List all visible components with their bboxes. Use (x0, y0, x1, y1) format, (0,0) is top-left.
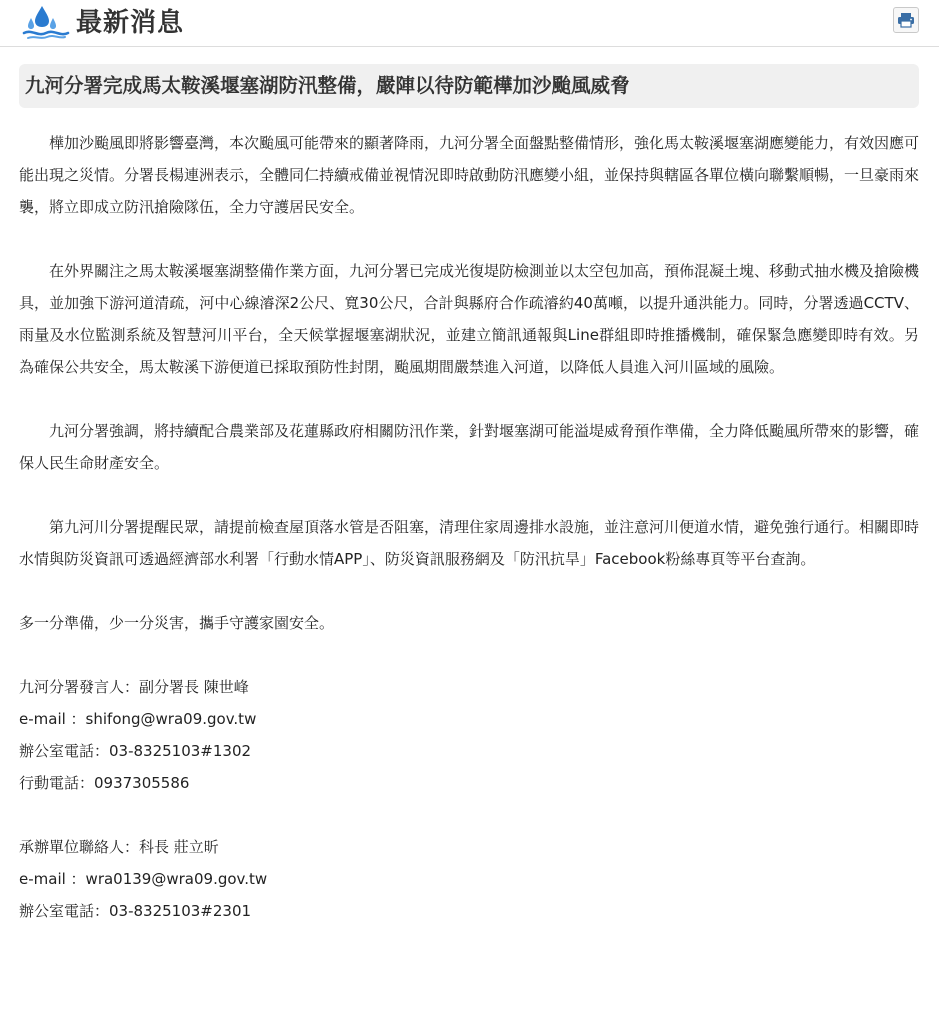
article-title-bar (19, 64, 919, 108)
contact-name: 承辦單位聯絡人：科長 莊立昕 (19, 838, 219, 856)
spacer (19, 799, 919, 831)
printer-icon (897, 12, 915, 28)
print-button[interactable] (893, 7, 919, 33)
article-paragraph: 樺加沙颱風即將影響臺灣，本次颱風可能帶來的顯著降雨，九河分署全面盤點整備情形，強化馬太鞍溪堰塞湖應變能力，有效因應可能出現之災情。分署長楊連洲表示，全體同仁持續戒備並視情況即時啟動防汛應變小組，並保持與轄區各單位橫向聯繫順暢，一旦豪雨來襲，將立即成立防汛搶險隊伍，全力守護居民安全。 (19, 134, 920, 216)
contact-info (19, 831, 919, 927)
spokesperson-office-phone: 辦公室電話：03-8325103#1302 (19, 742, 252, 760)
article-body (19, 127, 919, 927)
spokesperson-mobile-phone: 行動電話：0937305586 (19, 774, 190, 792)
article-paragraph: 九河分署強調，將持續配合農業部及花蓮縣政府相關防汛作業，針對堰塞湖可能溢堤威脅預作準備，全力降低颱風所帶來的影響，確保人民生命財產安全。 (19, 422, 920, 472)
spokesperson-name: 九河分署發言人：副分署長 陳世峰 (19, 678, 249, 696)
closing-slogan: 多一分準備，少一分災害，攜手守護家園安全。 (19, 614, 335, 632)
spacer (19, 639, 919, 671)
contact-office-phone: 辦公室電話：03-8325103#2301 (19, 902, 252, 920)
spokesperson-email: e-mail ：shifong@wra09.gov.tw (19, 710, 257, 728)
article-paragraph: 在外界關注之馬太鞍溪堰塞湖整備作業方面，九河分署已完成光復堤防檢測並以太空包加高，預佈混凝土塊、移動式抽水機及搶險機具，並加強下游河道清疏，河中心線濬深2公尺、寬30公尺，合計與縣府合作疏濬約40萬噸，以提升通洪能力。同時，分署透過CCTV、雨量及水位監測系統及智慧河川平台，全天候掌握堰塞湖狀況，並建立簡訊通報與Line群組即時推播機制，確保緊急應變即時有效。另為確保公共安全，馬太鞍溪下游便道已採取預防性封閉，颱風期間嚴禁進入河道，以降低人員進入河川區域的風險。 (19, 262, 920, 376)
page-title: 最新消息 (76, 8, 185, 38)
page-header (0, 0, 939, 47)
water-drop-logo-icon (22, 4, 70, 40)
spokesperson-info (19, 671, 919, 799)
article-paragraph: 第九河川分署提醒民眾，請提前檢查屋頂落水管是否阻塞，清理住家周邊排水設施，並注意河川便道水情，避免強行通行。相關即時水情與防災資訊可透過經濟部水利署「行動水情APP」、防災資訊服務網及「防汛抗旱」Facebook粉絲專頁等平台查詢。 (19, 518, 920, 568)
contact-email: e-mail ：wra0139@wra09.gov.tw (19, 870, 268, 888)
article-title: 九河分署完成馬太鞍溪堰塞湖防汛整備，嚴陣以待防範樺加沙颱風威脅 (25, 74, 630, 97)
